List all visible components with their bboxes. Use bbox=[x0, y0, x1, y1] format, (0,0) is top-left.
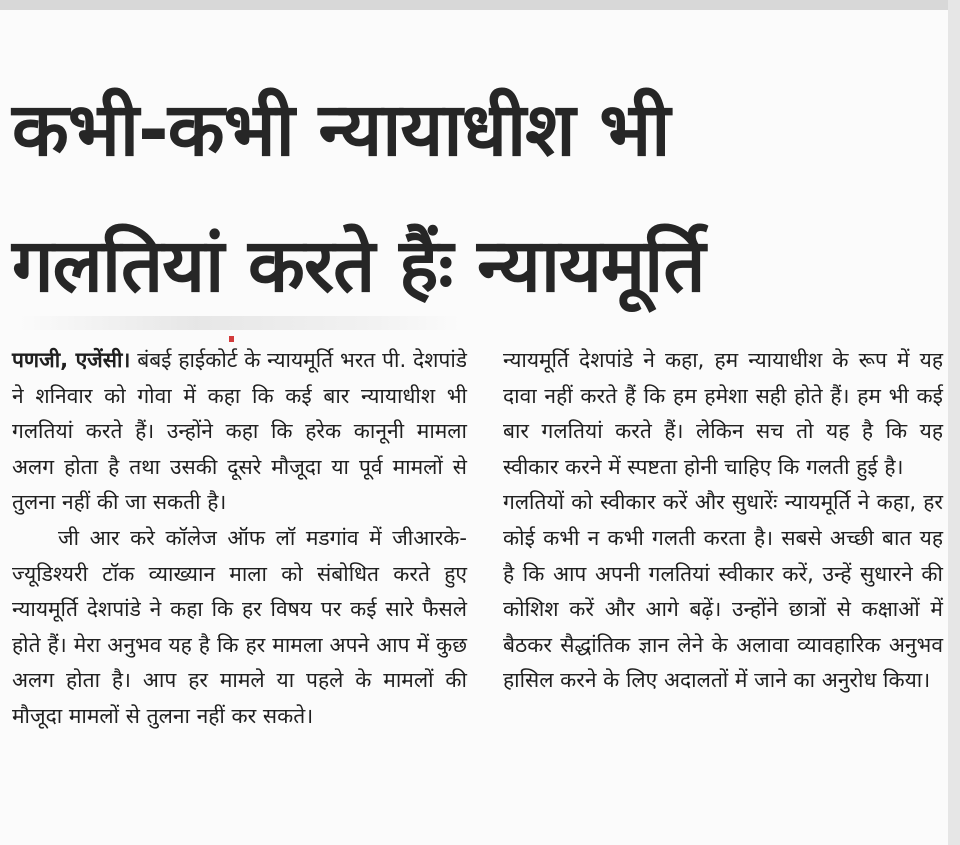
newspaper-clipping bbox=[0, 10, 948, 845]
scan-right-border bbox=[948, 0, 960, 845]
headline-line-2: गलतियां करते हैंः न्यायमूर्ति bbox=[12, 223, 705, 309]
article-paragraph: जी आर करे कॉलेज ऑफ लॉ मडगांव में जीआरके- ज्यूडिश्यरी टॉक व्याख्यान माला को संबोधित करते हुए न्यायमूर्ति देशपांडे ने कहा कि हर विषय पर कई सारे फैसले होते हैं। मेरा अनुभव यह है कि हर मामला अपने आप में कुछ अलग होता है। आप हर मामले या पहले के मामलों की मौजूदा मामलों से तुलना नहीं कर सकते। bbox=[12, 525, 467, 728]
dateline: पणजी, एजेंसी। bbox=[12, 348, 131, 372]
paragraph-text: बंबई हाईकोर्ट के न्यायमूर्ति भरत पी. देशपांडे ने शनिवार को गोवा में कहा कि कई बार न्यायाधीश भी गलतियां करते हैं। उन्होंने कहा कि हरेक कानूनी मामला अलग होता है तथा उसकी दूसरे मौजूदा या पूर्व मामलों से तुलना नहीं की जा सकती है। bbox=[12, 348, 467, 515]
headline-line-1: कभी-कभी न्यायाधीश भी bbox=[12, 87, 670, 173]
scan-top-border bbox=[0, 0, 960, 10]
article-paragraph: गलतियों को स्वीकार करें और सुधारेंः न्यायमूर्ति ने कहा, हर कोई कभी न कभी गलती करता है। सबसे अच्छी बात यह है कि आप अपनी गलतियां स्वीकार करें, उन्हें सुधारने की कोशिश करें और आगे बढ़ें। उन्होंने छात्रों से कक्षाओं में बैठकर सैद्धांतिक ज्ञान लेने के अलावा व्यावहारिक अनुभव हासिल करने के लिए अदालतों में जाने का अनुरोध किया। bbox=[503, 490, 943, 693]
red-ink-mark bbox=[229, 336, 234, 342]
article-column-right bbox=[503, 343, 943, 699]
article-paragraph: न्यायमूर्ति देशपांडे ने कहा, हम न्यायाधीश के रूप में यह दावा नहीं करते हैं कि हम हमेशा सही होते हैं। हम भी कई बार गलतियां करते हैं। लेकिन सच तो यह है कि यह स्वीकार करने में स्पष्टता होनी चाहिए कि गलती हुई है। bbox=[503, 348, 943, 479]
article-column-left bbox=[12, 343, 467, 735]
print-smudge bbox=[20, 316, 460, 330]
article-paragraph bbox=[12, 343, 467, 521]
headline bbox=[12, 62, 942, 334]
